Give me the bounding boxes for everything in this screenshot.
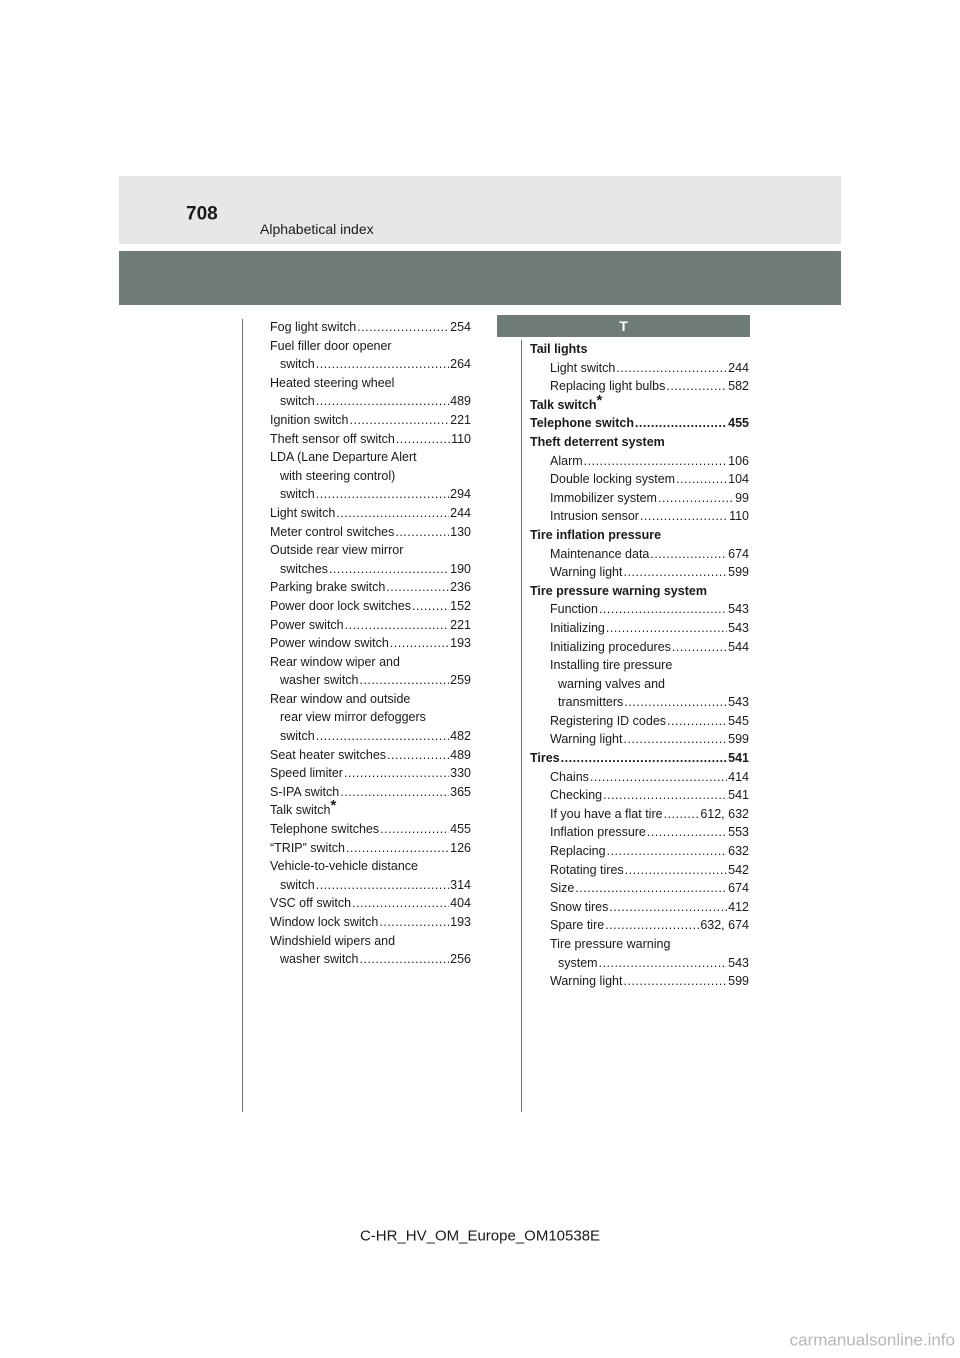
index-entry	[270, 597, 471, 616]
index-column-left	[270, 318, 471, 969]
index-term: Windshield wipers and	[270, 933, 396, 948]
index-term: with steering control)	[280, 468, 396, 483]
index-term: Speed limiter	[270, 766, 343, 781]
section-banner	[119, 251, 841, 305]
index-entry	[270, 671, 471, 690]
page-reference: 259	[450, 673, 471, 688]
dot-leader	[346, 839, 449, 858]
index-entry	[530, 391, 749, 415]
index-term: Size	[550, 881, 575, 896]
dot-leader	[345, 616, 450, 635]
dot-leader	[676, 470, 727, 489]
page-reference: 152	[450, 598, 471, 613]
dot-leader	[575, 879, 727, 898]
index-entry	[270, 820, 471, 839]
index-entry	[530, 600, 749, 619]
index-term: washer switch	[280, 952, 359, 967]
index-term: Spare tire	[550, 918, 605, 933]
dot-leader	[624, 693, 727, 712]
index-term: Initializing	[550, 620, 605, 635]
index-term: Outside rear view mirror	[270, 543, 404, 558]
index-entry	[270, 894, 471, 913]
index-entry	[530, 377, 749, 396]
index-term: rear view mirror defoggers	[280, 710, 426, 725]
page-reference: 632, 674	[700, 918, 749, 933]
index-entry	[530, 712, 749, 731]
index-entry	[530, 563, 749, 582]
index-entry	[270, 783, 471, 802]
page-reference: 330	[450, 766, 471, 781]
dot-leader	[396, 430, 450, 449]
page-number: 708	[186, 203, 218, 225]
page-reference: 236	[450, 580, 471, 595]
index-entry	[270, 411, 471, 430]
page-reference: 193	[450, 636, 471, 651]
dot-leader	[603, 786, 727, 805]
page-reference: 110	[451, 431, 471, 446]
index-term: Seat heater switches	[270, 747, 387, 762]
section-letter-band	[497, 315, 750, 337]
index-entry	[530, 526, 749, 545]
index-entry	[270, 839, 471, 858]
index-term: Initializing procedures	[550, 639, 671, 654]
index-term: Alarm	[550, 453, 583, 468]
index-entry	[530, 452, 749, 471]
page-reference: 414	[728, 769, 749, 784]
page-reference: 544	[728, 639, 749, 654]
page-reference: 455	[450, 822, 471, 837]
page-reference: 294	[450, 487, 471, 502]
index-entry	[270, 430, 471, 449]
dot-leader	[625, 861, 727, 880]
index-term: Tire pressure warning system	[530, 583, 707, 598]
dot-leader	[658, 489, 734, 508]
dot-leader	[667, 712, 727, 731]
index-term: switch	[280, 877, 315, 892]
index-term: Double locking system	[550, 472, 676, 487]
page-reference: 543	[728, 955, 749, 970]
index-entry	[530, 879, 749, 898]
page-reference: 193	[450, 915, 471, 929]
index-entry	[530, 842, 749, 861]
index-term: Warning light	[550, 565, 623, 580]
index-term: Light switch	[550, 360, 616, 375]
page-reference: 545	[728, 713, 749, 728]
index-term: If you have a flat tire	[550, 806, 663, 821]
page-reference: 489	[450, 747, 471, 762]
dot-leader	[606, 619, 727, 638]
dot-leader	[352, 894, 449, 913]
index-term: Snow tires	[550, 899, 609, 914]
index-entry	[530, 823, 749, 842]
page-reference: 404	[450, 896, 471, 911]
index-entry	[270, 485, 471, 504]
footnote-marker: *	[596, 391, 603, 409]
index-term: Ignition switch	[270, 412, 349, 427]
dot-leader	[360, 671, 450, 690]
index-entry	[530, 898, 749, 917]
index-term: Power window switch	[270, 636, 389, 651]
page-reference: 244	[728, 360, 749, 375]
index-term: Warning light	[550, 732, 623, 747]
dot-leader	[316, 727, 449, 746]
index-entry	[270, 578, 471, 597]
dot-leader	[650, 545, 727, 564]
page-reference: 106	[728, 453, 749, 468]
page-reference: 599	[728, 565, 749, 580]
index-entry	[270, 797, 471, 820]
index-entry	[530, 916, 749, 935]
index-term: Power door lock switches	[270, 598, 412, 613]
dot-leader	[624, 563, 728, 582]
dot-leader	[329, 560, 449, 579]
index-entry	[270, 913, 471, 932]
index-entry	[530, 470, 749, 489]
dot-leader	[386, 578, 449, 597]
index-entry	[270, 616, 471, 635]
index-term: Maintenance data	[550, 546, 650, 561]
index-term: transmitters	[558, 695, 624, 710]
dot-leader	[360, 950, 450, 969]
page-reference: 104	[728, 472, 749, 487]
index-entry	[530, 489, 749, 508]
index-term: Installing tire pressure	[550, 658, 673, 673]
index-term: LDA (Lane Departure Alert	[270, 450, 417, 465]
page-reference: 221	[450, 617, 471, 632]
page-reference: 256	[450, 952, 471, 967]
dot-leader	[607, 842, 728, 861]
index-term: switch	[280, 487, 315, 502]
index-entry	[270, 690, 471, 709]
dot-leader	[590, 768, 727, 787]
index-entry	[270, 448, 471, 467]
index-term: Registering ID codes	[550, 713, 667, 728]
index-entry	[530, 675, 749, 694]
index-entry	[270, 746, 471, 765]
index-term: Power switch	[270, 617, 344, 632]
index-term: Light switch	[270, 505, 336, 520]
dot-leader	[387, 746, 449, 765]
page-reference: 365	[450, 784, 471, 799]
index-term: Rear window wiper and	[270, 654, 400, 669]
index-entry	[530, 340, 749, 359]
page-reference: 582	[728, 379, 749, 394]
index-entry	[530, 805, 749, 824]
page-reference: 632	[728, 844, 749, 859]
dot-leader	[672, 638, 727, 657]
index-term: Fog light switch	[270, 320, 357, 334]
dot-leader	[666, 377, 727, 396]
page-reference: 599	[728, 732, 749, 747]
index-entry	[270, 950, 471, 969]
page-reference: 543	[728, 620, 749, 635]
dot-leader	[640, 507, 728, 526]
page-reference: 553	[728, 825, 749, 840]
index-entry	[270, 634, 471, 653]
watermark: carmanualsonline.info	[789, 1330, 955, 1350]
index-entry	[530, 749, 749, 768]
dot-leader	[412, 597, 449, 616]
index-entry	[530, 359, 749, 378]
index-entry	[270, 857, 471, 876]
page-reference: 542	[728, 862, 749, 877]
dot-leader	[395, 523, 449, 542]
page-reference: 190	[450, 561, 471, 576]
index-term: Replacing	[550, 844, 606, 859]
dot-leader	[664, 805, 700, 824]
column-divider-left	[242, 319, 243, 1112]
page-reference: 412	[728, 899, 749, 914]
dot-leader	[609, 898, 727, 917]
dot-leader	[344, 764, 449, 783]
index-entry	[270, 337, 471, 356]
dot-leader	[380, 820, 449, 839]
page-reference: 541	[728, 788, 749, 803]
index-term: Telephone switch	[530, 416, 634, 431]
index-entry	[530, 414, 749, 433]
dot-leader	[635, 414, 727, 433]
column-divider-middle	[521, 340, 522, 1112]
index-term: Fuel filler door opener	[270, 338, 392, 353]
index-term: switch	[280, 394, 315, 409]
index-entry	[270, 318, 471, 337]
index-entry	[530, 619, 749, 638]
index-term: Tire pressure warning	[550, 937, 671, 951]
dot-leader	[316, 355, 449, 374]
dot-leader	[379, 913, 449, 932]
index-entry	[270, 727, 471, 746]
dot-leader	[616, 359, 727, 378]
index-entry	[530, 730, 749, 749]
section-title: Alphabetical index	[260, 221, 374, 237]
index-entry	[270, 523, 471, 542]
page-reference: 314	[450, 877, 471, 892]
dot-leader	[605, 916, 699, 935]
index-entry	[270, 560, 471, 579]
index-term: Warning light	[550, 974, 623, 989]
index-entry	[270, 374, 471, 393]
index-entry	[270, 708, 471, 727]
page-reference: 543	[728, 695, 749, 710]
page-reference: 221	[450, 412, 471, 427]
index-term: Function	[550, 602, 598, 617]
index-entry	[530, 786, 749, 805]
page-reference: 674	[728, 546, 749, 561]
footnote-marker: *	[330, 797, 337, 815]
index-term: Rear window and outside	[270, 691, 411, 706]
index-entry	[530, 545, 749, 564]
index-term: “TRIP” switch	[270, 840, 345, 855]
page-reference: 543	[728, 602, 749, 617]
index-entry	[530, 638, 749, 657]
dot-leader	[357, 318, 449, 337]
index-entry	[270, 504, 471, 523]
page-reference: 244	[450, 505, 471, 520]
index-entry	[270, 876, 471, 895]
dot-leader	[316, 485, 449, 504]
page-reference: 110	[729, 509, 749, 524]
index-term: Tire inflation pressure	[530, 527, 662, 542]
page-reference: 541	[728, 751, 749, 766]
index-entry	[530, 954, 749, 973]
dot-leader	[599, 954, 728, 973]
index-entry	[270, 392, 471, 411]
index-entry	[270, 541, 471, 560]
dot-leader	[350, 411, 450, 430]
page-reference: 126	[450, 840, 471, 855]
index-term: Heated steering wheel	[270, 375, 395, 390]
index-term: switch	[280, 729, 315, 744]
index-entry	[530, 582, 749, 601]
index-entry	[270, 355, 471, 374]
page-reference: 612, 632	[700, 806, 749, 821]
index-term: Replacing light bulbs	[550, 379, 666, 394]
index-term: S-IPA switch	[270, 784, 340, 799]
dot-leader	[316, 392, 449, 411]
index-term: Meter control switches	[270, 524, 395, 539]
dot-leader	[647, 823, 727, 842]
index-entry	[530, 768, 749, 787]
dot-leader	[340, 783, 449, 802]
index-term: Theft sensor off switch	[270, 431, 395, 446]
dot-leader	[336, 504, 449, 523]
index-term: Rotating tires	[550, 862, 624, 877]
dot-leader	[316, 876, 449, 895]
index-term: Talk switch	[270, 803, 331, 818]
section-letter: T	[619, 318, 628, 334]
index-column-right	[530, 340, 749, 991]
index-term: washer switch	[280, 673, 359, 688]
page-reference: 264	[450, 357, 471, 372]
index-term: Intrusion sensor	[550, 509, 639, 524]
index-entry	[530, 861, 749, 880]
index-term: Vehicle-to-vehicle distance	[270, 859, 418, 874]
index-entry	[270, 764, 471, 783]
index-term: Tires	[530, 751, 560, 766]
page-reference: 599	[728, 974, 749, 989]
page-reference: 674	[728, 881, 749, 896]
index-term: Tail lights	[530, 342, 588, 356]
index-term: Immobilizer system	[550, 490, 657, 505]
index-term: Window lock switch	[270, 915, 379, 929]
page-reference: 482	[450, 729, 471, 744]
index-entry	[270, 467, 471, 486]
page-reference: 455	[728, 416, 749, 431]
index-term: Theft deterrent system	[530, 434, 665, 449]
index-term: Chains	[550, 769, 589, 784]
page-reference: 489	[450, 394, 471, 409]
index-term: Talk switch	[530, 397, 597, 412]
index-term: warning valves and	[558, 676, 666, 691]
page-reference: 99	[735, 490, 749, 505]
dot-leader	[599, 600, 727, 619]
dot-leader	[561, 749, 727, 768]
index-entry	[530, 693, 749, 712]
dot-leader	[624, 972, 728, 991]
index-term: Checking	[550, 788, 603, 803]
dot-leader	[624, 730, 728, 749]
page-reference: 254	[450, 320, 471, 334]
index-entry	[270, 653, 471, 672]
index-term: Telephone switches	[270, 822, 380, 837]
dot-leader	[390, 634, 449, 653]
index-term: switch	[280, 357, 315, 372]
index-term: Inflation pressure	[550, 825, 646, 840]
dot-leader	[584, 452, 727, 471]
header-band	[119, 176, 841, 244]
index-term: switches	[280, 561, 328, 576]
index-entry	[530, 656, 749, 675]
index-entry	[530, 433, 749, 452]
index-term: system	[558, 955, 598, 970]
index-entry	[530, 972, 749, 991]
index-term: VSC off switch	[270, 896, 352, 911]
page-reference: 130	[450, 524, 471, 539]
document-code: C-HR_HV_OM_Europe_OM10538E	[359, 1227, 601, 1245]
index-entry	[530, 507, 749, 526]
index-term: Parking brake switch	[270, 580, 386, 595]
index-entry	[530, 935, 749, 954]
index-entry	[270, 932, 471, 951]
